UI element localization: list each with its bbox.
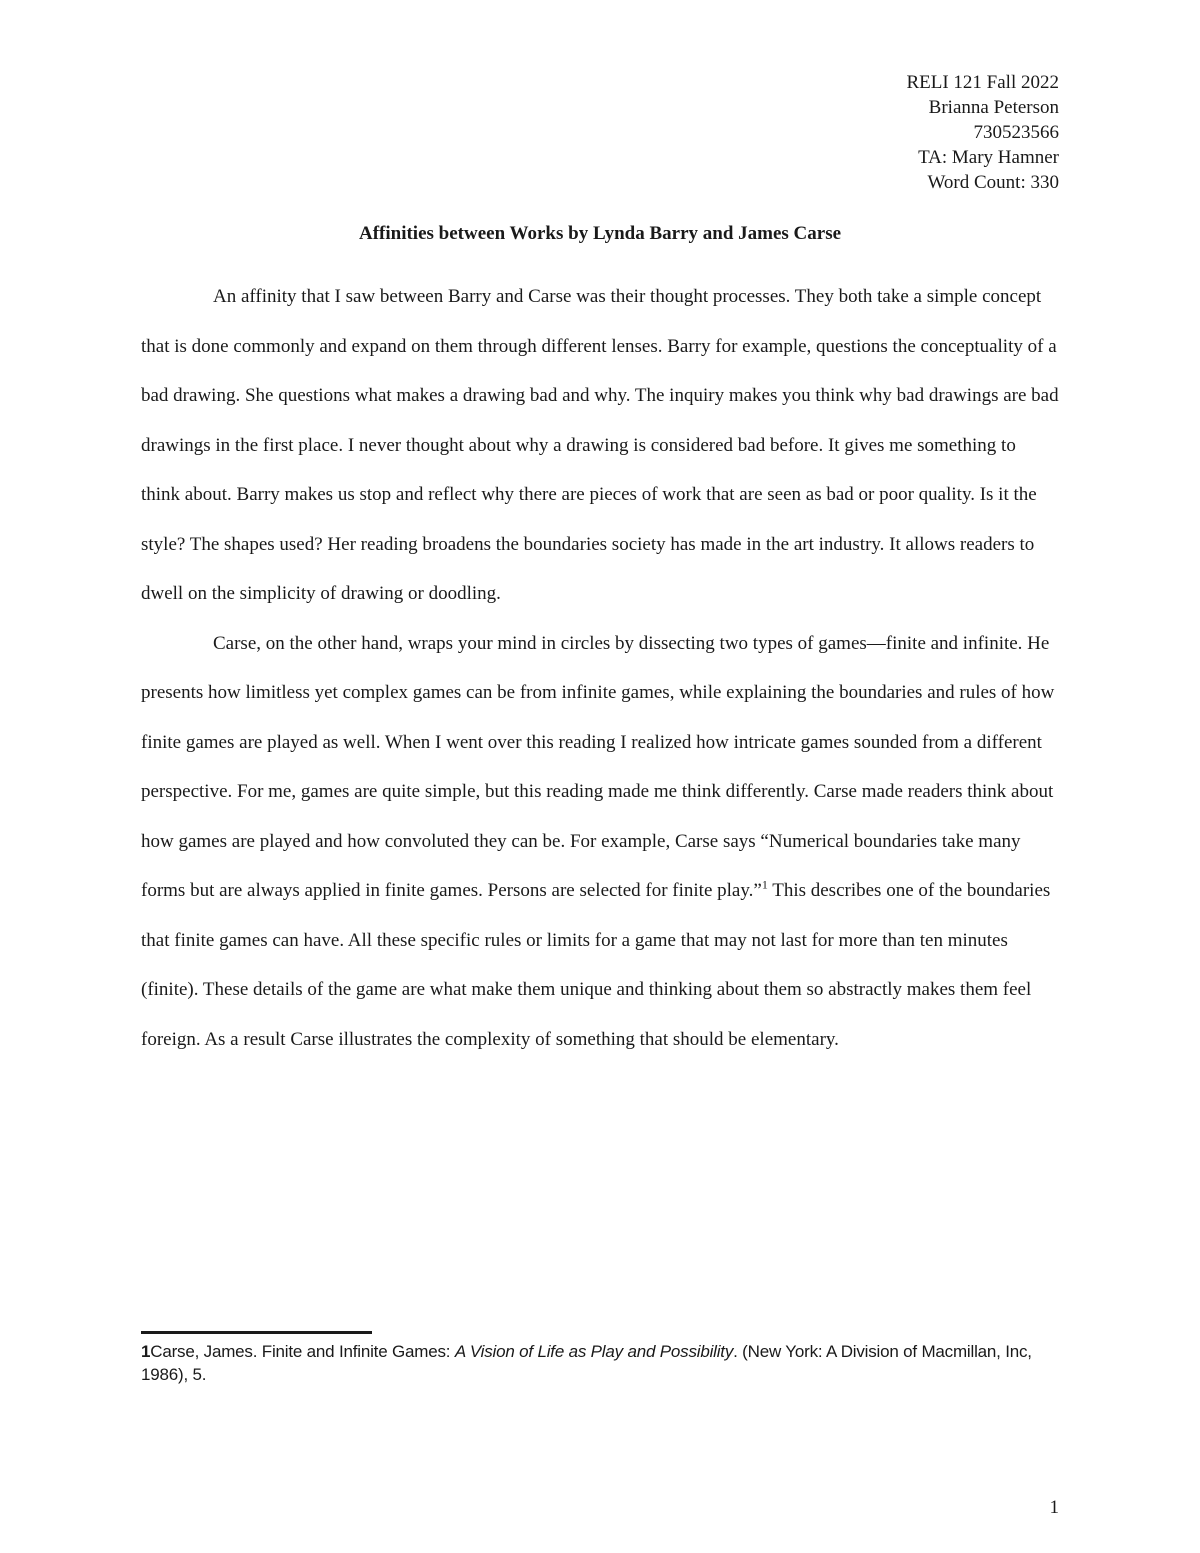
- footnote-reference: 1: [761, 877, 768, 892]
- header-block: [906, 70, 1059, 195]
- footnote-text-b: . (New York: A Division of Macmillan, Inc, 1986), 5.: [141, 1342, 1032, 1384]
- paragraph-1: An affinity that I saw between Barry and Carse was their thought processes. They both take a simple concept that is done commonly and expand on them through different lenses. Barry for example, questions the conceptuality of a bad drawing. She questions what makes a drawing bad and why. The inquiry makes you think why bad drawings are bad drawings in the first place. I never thought about why a drawing is considered bad before. It gives me something to think about. Barry makes us stop and reflect why there are pieces of work that are seen as bad or poor quality. Is it the style? The shapes used? Her reading broadens the boundaries society has made in the art industry. It allows readers to dwell on the simplicity of drawing or doodling.: [141, 286, 1059, 604]
- student-id: 730523566: [973, 122, 1059, 143]
- footnote-number: 1: [141, 1342, 151, 1361]
- page-title: Affinities between Works by Lynda Barry and James Carse: [358, 223, 842, 244]
- paragraph-2-text-b: This describes one of the boundaries that finite games can have. All these specific rules or limits for a game that may not last for more than ten minutes (finite). These details of the game are what make them unique and thinking about them so abstractly makes them feel foreign. As a result Carse illustrates the complexity of something that should be elementary.: [141, 880, 1051, 1050]
- ta-line: TA: Mary Hamner: [918, 147, 1059, 168]
- student-name: Brianna Peterson: [928, 97, 1059, 118]
- paragraph-2: [141, 619, 1059, 1065]
- word-count: Word Count: 330: [927, 172, 1059, 193]
- footnote-separator: [141, 1331, 372, 1334]
- page-number: 1: [1049, 1497, 1059, 1518]
- essay-body: [141, 272, 1059, 1064]
- footnote: [141, 1340, 1041, 1386]
- footnote-italic-title: A Vision of Life as Play and Possibility: [454, 1342, 734, 1361]
- footnote-text-a: Carse, James. Finite and Infinite Games:: [150, 1342, 455, 1361]
- paragraph-2-text-a: Carse, on the other hand, wraps your mind in circles by dissecting two types of games—finite and infinite. He presents how limitless yet complex games can be from infinite games, while explaining the boundaries and rules of how finite games are played as well. When I went over this reading I realized how intricate games sounded from a different perspective. For me, games are quite simple, but this reading made me think differently. Carse made readers think about how games are played and how convoluted they can be. For example, Carse says “Numerical boundaries take many forms but are always applied in finite games. Persons are selected for finite play.”: [141, 632, 1055, 901]
- course-line: RELI 121 Fall 2022: [906, 72, 1059, 93]
